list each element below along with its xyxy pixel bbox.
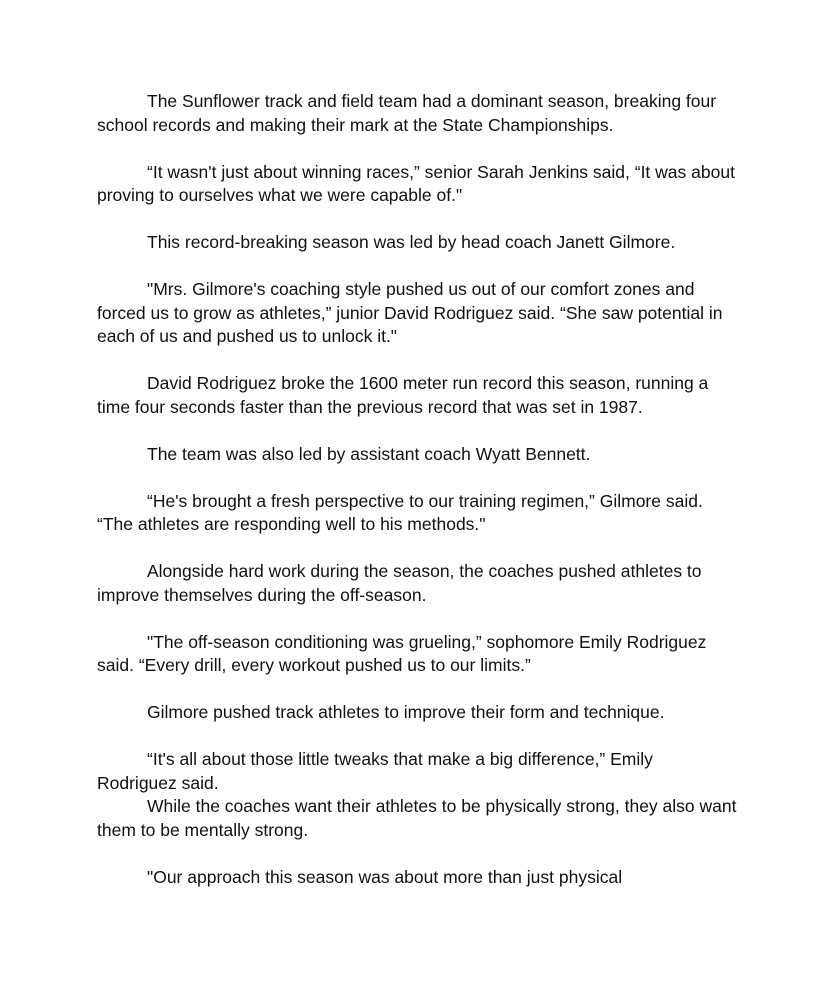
paragraph-assistant-coach: The team was also led by assistant coach Wyatt Bennett.	[147, 443, 591, 464]
paragraph-off-season: Alongside hard work during the season, the coaches pushed athletes to improve themselves during the off-season.	[97, 561, 707, 605]
paragraph-jenkins-quote: “It wasn't just about winning races,” senior Sarah Jenkins said, “It was about proving to ourselves what we were capable of."	[97, 161, 740, 205]
paragraph-mental-strength: While the coaches want their athletes to be physically strong, they also want them to be mentally strong.	[97, 796, 742, 840]
paragraph-david-quote: "Mrs. Gilmore's coaching style pushed us out of our comfort zones and forced us to grow as athletes,” junior David Rodriguez said. “She saw potential in each of us and pushed us to unlock it."	[97, 279, 728, 346]
paragraph-1600m-record: David Rodriguez broke the 1600 meter run record this season, running a time four seconds faster than the previous record that was set in 1987.	[97, 373, 714, 417]
paragraph-tweaks-quote: “It's all about those little tweaks that make a big difference,” Emily Rodriguez said.	[97, 749, 658, 793]
paragraph-approach-quote: "Our approach this season was about more than just physical	[147, 866, 623, 887]
article-body	[97, 90, 742, 913]
paragraph-season-summary: The Sunflower track and field team had a dominant season, breaking four school records and making their mark at the State Championships.	[97, 91, 721, 135]
paragraph-form-technique: Gilmore pushed track athletes to improve their form and technique.	[147, 702, 665, 722]
paragraph-gilmore-quote: “He's brought a fresh perspective to our training regimen,” Gilmore said. “The athletes are responding well to his methods."	[97, 490, 708, 534]
paragraph-emily-quote: "The off-season conditioning was grueling,” sophomore Emily Rodriguez said. “Every drill, every workout pushed us to our limits.”	[97, 631, 712, 675]
paragraph-head-coach: This record-breaking season was led by head coach Janett Gilmore.	[147, 232, 676, 252]
